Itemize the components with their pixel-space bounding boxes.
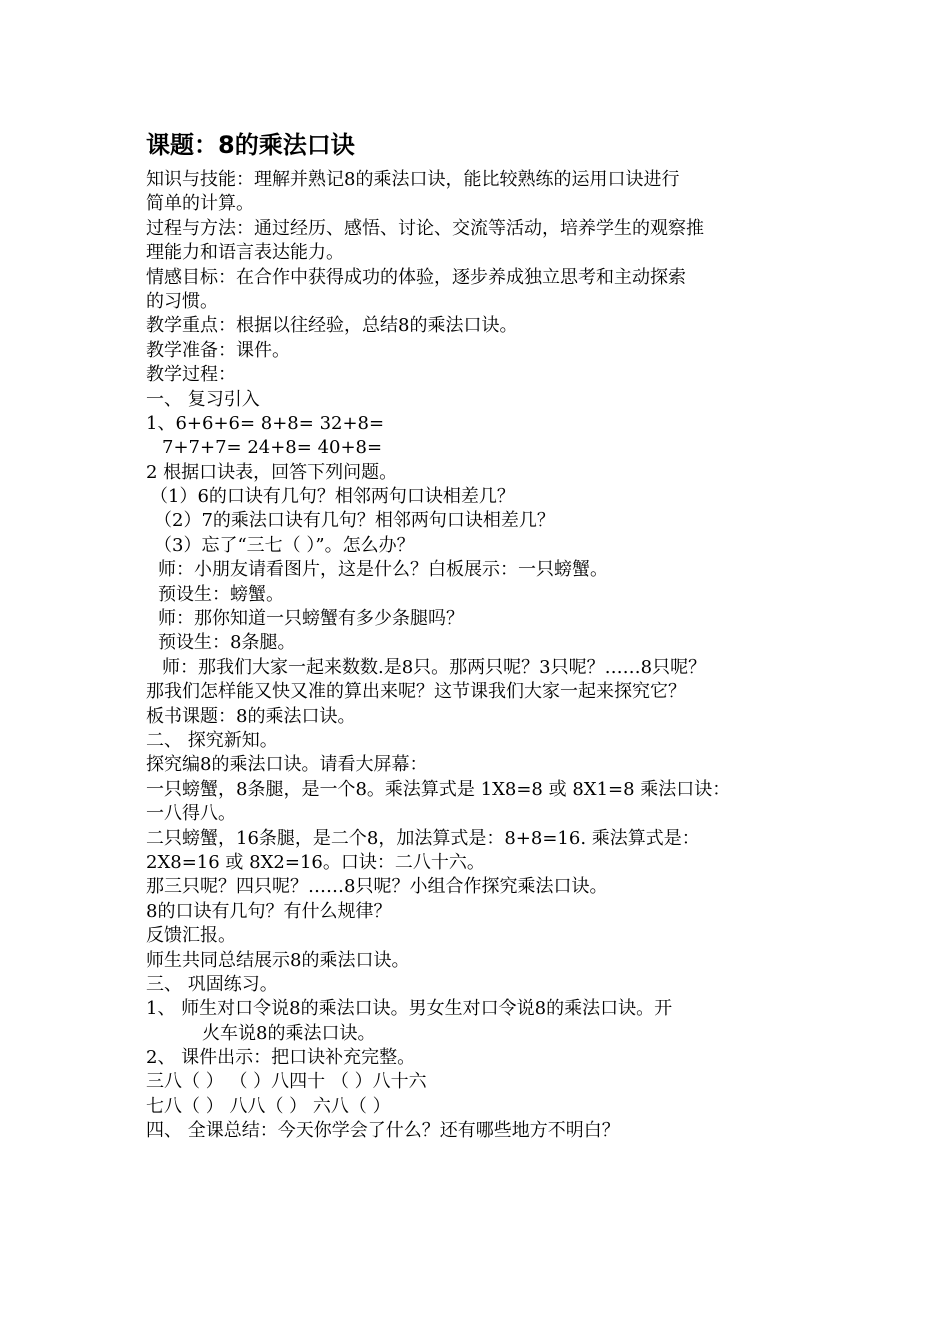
text-line: 1、6+6+6= 8+8= 32+8=	[146, 412, 385, 434]
text-line: 预设生：8条腿。	[158, 632, 296, 654]
text-line: 一八得八。	[146, 803, 236, 825]
text-line: 的习惯。	[146, 290, 218, 312]
text-line: 那三只呢？四只呢？……8只呢？小组合作探究乘法口诀。	[146, 876, 608, 898]
document-page	[146, 128, 826, 1144]
text-line: 师：小朋友请看图片，这是什么？白板展示：一只螃蟹。	[158, 559, 608, 581]
text-line: 1、 师生对口令说8的乘法口诀。男女生对口令说8的乘法口诀。开	[146, 998, 673, 1020]
text-line: （3）忘了“三七（ ）”。怎么办？	[154, 534, 415, 556]
text-line: 一、 复习引入	[146, 388, 260, 410]
text-line: 2X8=16 或 8X2=16。口诀：二八十六。	[146, 851, 485, 873]
text-line: 板书课题：8的乘法口诀。	[146, 705, 356, 727]
text-line: 7+7+7= 24+8= 40+8=	[162, 437, 383, 459]
text-line: 理能力和语言表达能力。	[146, 242, 344, 264]
text-line: 四、 全课总结：今天你学会了什么？还有哪些地方不明白？	[146, 1120, 620, 1142]
text-line: 过程与方法：通过经历、感悟、讨论、交流等活动，培养学生的观察推	[146, 217, 704, 239]
text-line: 二、 探究新知。	[146, 729, 278, 751]
text-line: 教学准备：课件。	[146, 339, 290, 361]
text-line: 火车说8的乘法口诀。	[202, 1022, 376, 1044]
text-line: 二只螃蟹，16条腿，是二个8，加法算式是：8+8=16. 乘法算式是：	[146, 827, 700, 849]
text-line: 反馈汇报。	[146, 925, 236, 947]
text-line: 教学过程：	[146, 364, 236, 386]
text-line: 三八（ ） （ ）八四十 （ ）八十六	[146, 1071, 427, 1093]
text-line: 2 根据口诀表，回答下列问题。	[146, 461, 398, 483]
text-line: 一只螃蟹，8条腿，是一个8。乘法算式是 1X8=8 或 8X1=8 乘法口诀：	[146, 778, 731, 800]
text-line: 师：那你知道一只螃蟹有多少条腿吗？	[158, 608, 464, 630]
text-line: 简单的计算。	[146, 193, 254, 215]
text-line: 8的口诀有几句？有什么规律？	[146, 900, 392, 922]
document-title: 课题：8的乘法口诀	[146, 131, 355, 159]
text-line: 2、 课件出示：把口诀补充完整。	[146, 1047, 416, 1069]
text-line: 教学重点：根据以往经验，总结8的乘法口诀。	[146, 315, 518, 337]
text-line: （2）7的乘法口诀有几句？相邻两句口诀相差几？	[154, 510, 555, 532]
text-line: 探究编8的乘法口诀。请看大屏幕：	[146, 754, 428, 776]
text-line: 那我们怎样能又快又准的算出来呢？这节课我们大家一起来探究它？	[146, 681, 686, 703]
text-line: 情感目标：在合作中获得成功的体验，逐步养成独立思考和主动探索	[146, 266, 686, 288]
text-line: （1）6的口诀有几句？相邻两句口诀相差几？	[150, 486, 515, 508]
text-line: 师：那我们大家一起来数数.是8只。那两只呢？3只呢？……8只呢？	[162, 656, 707, 678]
text-line: 三、 巩固练习。	[146, 973, 278, 995]
text-line: 知识与技能：理解并熟记8的乘法口诀，能比较熟练的运用口诀进行	[146, 169, 680, 190]
text-line: 预设生：螃蟹。	[158, 583, 284, 605]
text-line: 七八（ ） 八八（ ） 六八（ ）	[146, 1095, 391, 1117]
text-line: 师生共同总结展示8的乘法口诀。	[146, 949, 410, 971]
document-body	[146, 168, 826, 1144]
